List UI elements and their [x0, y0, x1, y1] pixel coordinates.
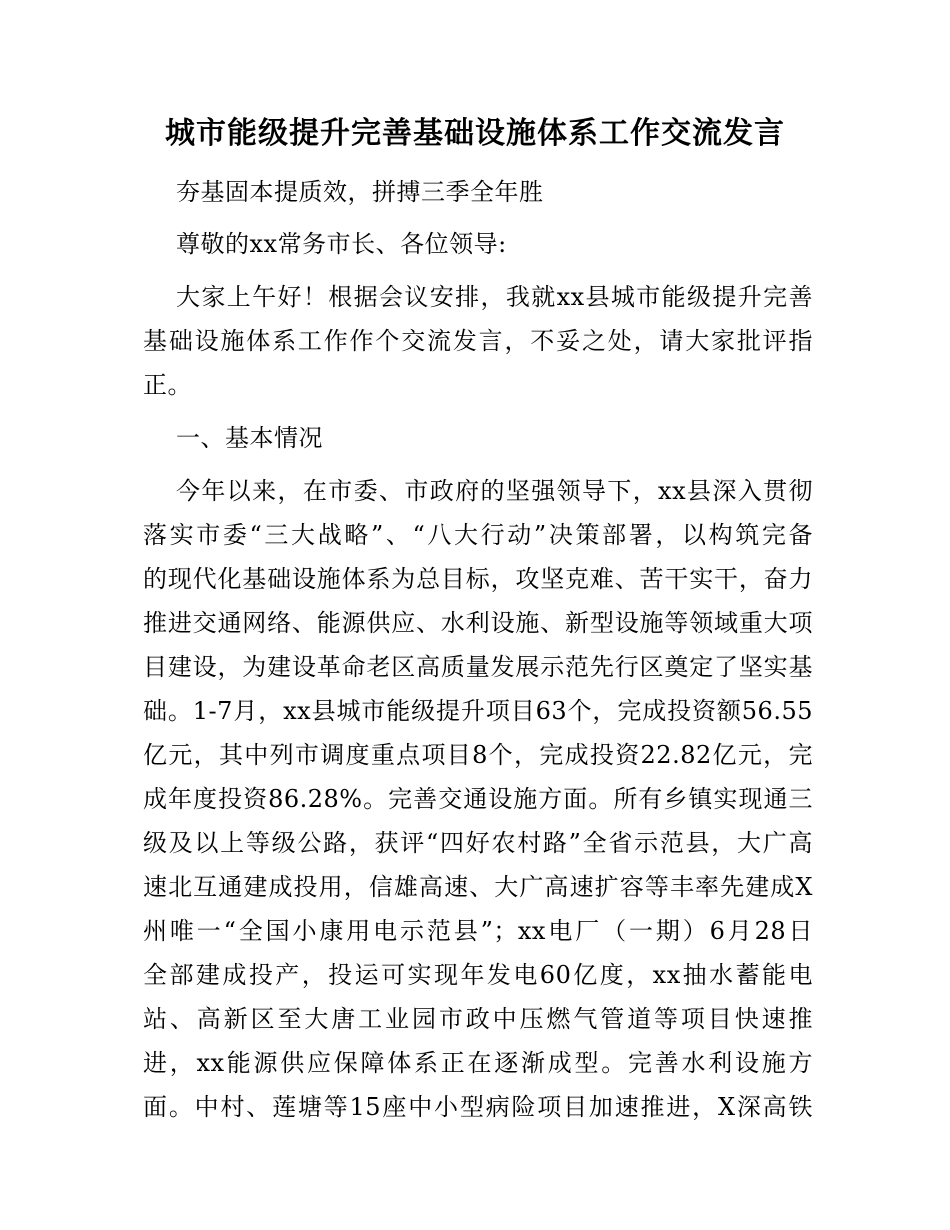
- body-line: 目建设，为建设革命老区高质量发展示范先行区奠定了坚实基: [143, 653, 813, 681]
- document-title: 城市能级提升完善基础设施体系工作交流发言: [165, 116, 785, 151]
- section-heading: 一、基本情况: [176, 424, 323, 452]
- body-line: 州唯一“全国小康用电示范县”；xx电厂（一期）6月28日: [143, 917, 813, 945]
- body-line: 速北互通建成投用，信雄高速、大广高速扩容等丰率先建成X: [143, 873, 813, 901]
- intro-line: 正。: [143, 371, 192, 399]
- body-line: 亿元，其中列市调度重点项目8个，完成投资22.82亿元，完: [143, 741, 813, 769]
- subtitle: 夯基固本提质效，拼搏三季全年胜: [176, 178, 544, 206]
- body-line: 全部建成投产，投运可实现年发电60亿度，xx抽水蓄能电: [143, 961, 813, 989]
- body-line: 站、高新区至大唐工业园市政中压燃气管道等项目快速推: [143, 1005, 813, 1033]
- body-line: 今年以来，在市委、市政府的坚强领导下，xx县深入贯彻: [176, 477, 813, 505]
- intro-line: 大家上午好！根据会议安排，我就xx县城市能级提升完善: [176, 283, 813, 311]
- body-line: 级及以上等级公路，获评“四好农村路”全省示范县，大广高: [143, 829, 813, 857]
- body-line: 成年度投资86.28%。完善交通设施方面。所有乡镇实现通三: [143, 785, 813, 813]
- body-line: 础。1-7月，xx县城市能级提升项目63个，完成投资额56.55: [143, 697, 813, 725]
- body-line: 的现代化基础设施体系为总目标，攻坚克难、苦干实干，奋力: [143, 565, 813, 593]
- body-line: 面。中村、莲塘等15座中小型病险项目加速推进，X深高铁: [143, 1093, 813, 1121]
- intro-line: 基础设施体系工作作个交流发言，不妥之处，请大家批评指: [143, 327, 813, 355]
- body-line: 落实市委“三大战略”、“八大行动”决策部署，以构筑完备: [143, 521, 813, 549]
- salutation: 尊敬的xx常务市长、各位领导:: [176, 230, 507, 258]
- body-line: 进，xx能源供应保障体系正在逐渐成型。完善水利设施方: [143, 1049, 813, 1077]
- body-line: 推进交通网络、能源供应、水利设施、新型设施等领域重大项: [143, 609, 813, 637]
